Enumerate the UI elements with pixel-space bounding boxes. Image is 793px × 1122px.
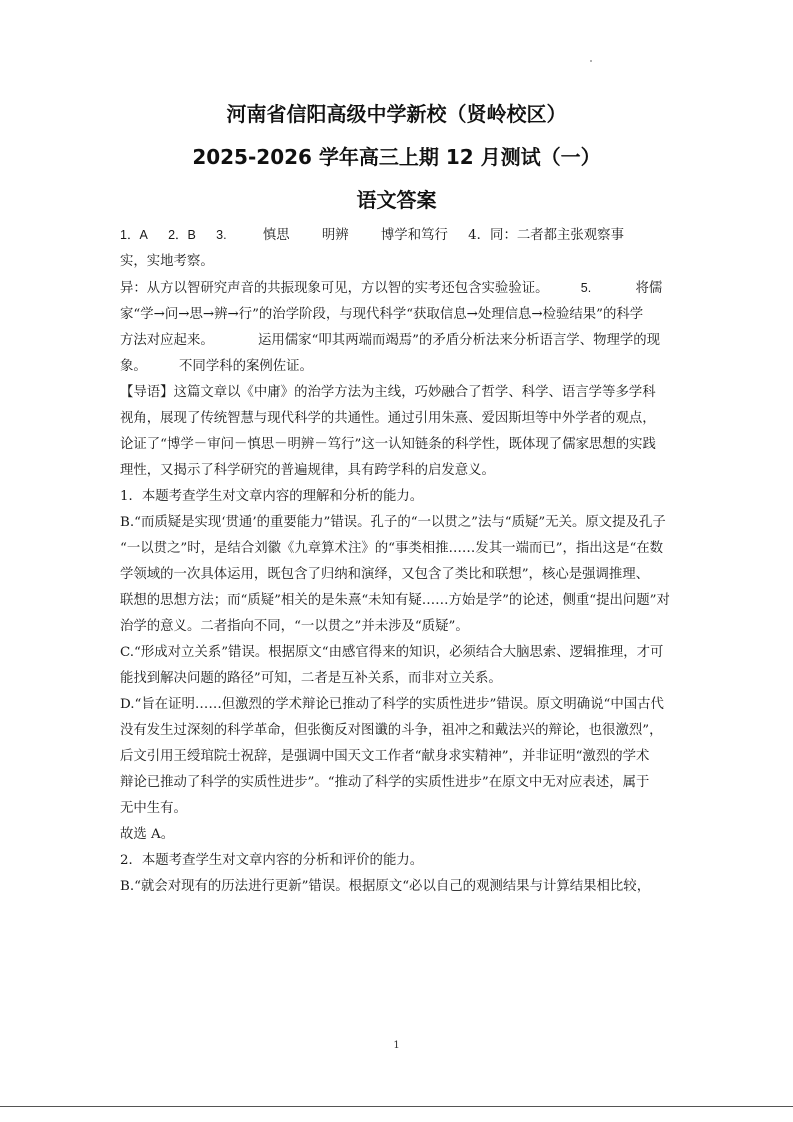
answer-q4: 4．同：二者都主张观察事	[468, 228, 624, 243]
answer-q3-item: 博学和笃行	[380, 228, 448, 243]
explain1-c: C.“形成对立关系”错误。根据原文“由感官得来的知识，必须结合大脑思索、逻辑推理，才可	[120, 645, 664, 660]
guide-line: 视角，展现了传统智慧与现代科学的共通性。通过引用朱熹、爱因斯坦等中外学者的观点，	[120, 411, 656, 426]
answer-q3-item: 慎思	[262, 228, 290, 243]
explain1-d: 没有发生过深刻的科学革命，但张衡反对图谶的斗争，祖冲之和戴法兴的辩论，也很激烈”，	[120, 723, 663, 738]
answer-q4-cont: 实，实地考察。	[120, 254, 214, 269]
answer-q5-line4	[120, 354, 675, 380]
explain1-b: 治学的意义。二者指向不同，“一以贯之”并未涉及“质疑”。	[120, 619, 469, 634]
guide-line: 理性，又揭示了科学研究的普遍规律，具有跨学科的启发意义。	[120, 463, 495, 478]
answer-line-1	[120, 222, 675, 249]
answer-q5-line2: 家“学→问→思→辨→行”的治学阶段，与现代科学“获取信息→处理信息→检验结果”的科学	[120, 307, 644, 322]
scan-dot	[590, 60, 592, 62]
answer-q1: 1．A	[120, 228, 148, 242]
explain2-b: B.“就会对现有的历法进行更新”错误。根据原文“必以自己的观测结果与计算结果相比较，	[120, 879, 651, 894]
explain1-d: 无中生有。	[120, 801, 187, 816]
page-number: 1	[393, 1040, 400, 1051]
answer-q5-line3b: 运用儒家“叩其两端而竭焉”的矛盾分析法来分析语言学、物理学的现	[258, 333, 661, 348]
answer-q3-item: 明辨	[321, 228, 349, 243]
explain1-choice: 故选 A。	[120, 827, 175, 842]
answer-q4-diff: 异：从方以智研究声音的共振现象可见，方以智的实考还包含实验验证。	[120, 281, 549, 296]
explain1-b: B.“而质疑是实现‘贯通’的重要能力”错误。孔子的“一以贯之”法与“质疑”无关。原文提及孔子	[120, 515, 666, 530]
answer-q5-line4b: 不同学科的案例佐证。	[179, 359, 313, 374]
explain1-intro: 1．本题考查学生对文章内容的理解和分析的能力。	[120, 489, 424, 504]
page-bottom-rule	[0, 1106, 793, 1107]
explain1-d: D.“旨在证明……但激烈的学术辩论已推动了科学的实质性进步”错误。原文明确说“中国古代	[120, 697, 664, 712]
subject-title: 语文答案	[356, 188, 437, 212]
answer-q5-part1: 将儒	[635, 281, 663, 296]
answer-q5-line3a: 方法对应起来。	[120, 333, 214, 348]
exam-title: 2025-2026 学年高三上期 12 月测试（一）	[192, 145, 601, 169]
answer-q5-label: 5.	[580, 281, 592, 295]
explain1-b: “一以贯之”时，是结合刘徽《九章算术注》的“事类相推……发其一端而已”，指出这是“在数	[120, 541, 664, 556]
explain1-d: 辩论已推动了科学的实质性进步”。“推动了科学的实质性进步”在原文中无对应表述，属于	[120, 775, 650, 790]
explain1-d: 后文引用王绶琯院士祝辞，是强调中国天文工作者“献身求实精神”，并非证明“激烈的学术	[120, 749, 650, 764]
guide-label: 【导语】	[120, 385, 174, 400]
explain2-intro: 2．本题考查学生对文章内容的分析和评价的能力。	[120, 853, 424, 868]
guide-line	[120, 380, 675, 406]
answer-q4-diff-line	[120, 275, 675, 302]
explain1-b: 联想的思想方法；而“质疑”相关的是朱熹“未知有疑……方始是学”的论述，侧重“提出问题”对	[120, 593, 670, 608]
answer-q3-label: 3.	[216, 228, 227, 242]
school-title: 河南省信阳高级中学新校（贤岭校区）	[226, 102, 567, 126]
answer-q2: 2．B	[168, 228, 196, 242]
guide-line: 论证了“博学－审问－慎思－明辨－笃行”这一认知链条的科学性，既体现了儒家思想的实践	[120, 437, 656, 452]
answer-q5-line3	[120, 328, 675, 354]
answer-q5-line4a: 象。	[120, 359, 147, 374]
explain1-b: 学领域的一次具体运用，既包含了归纳和演绎，又包含了类比和联想”，核心是强调推理、	[120, 567, 650, 582]
explain1-c: 能找到解决问题的路径”可知，二者是互补关系，而非对立关系。	[120, 671, 502, 686]
guide-text: 这篇文章以《中庸》的治学方法为主线，巧妙融合了哲学、科学、语言学等多学科	[173, 385, 656, 400]
answer-content	[120, 222, 675, 900]
